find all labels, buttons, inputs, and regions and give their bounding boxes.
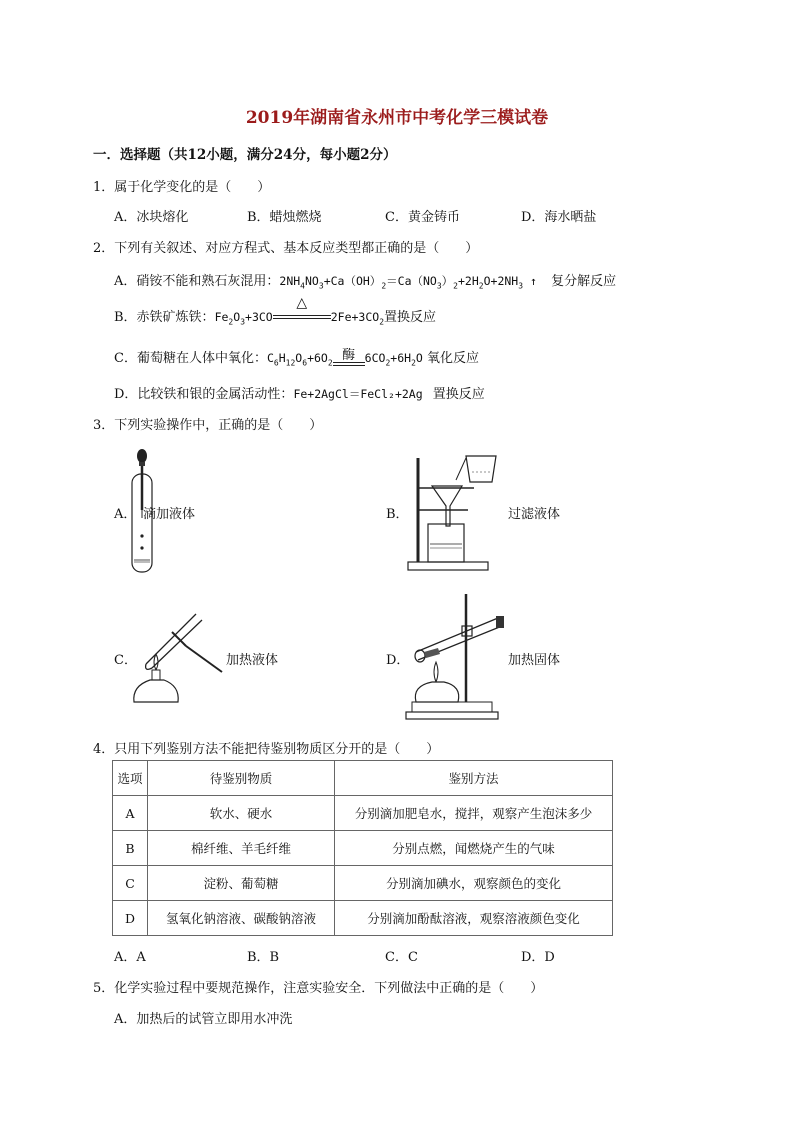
question-2-stem: 2．下列有关叙述、对应方程式、基本反应类型都正确的是（ ） [93,241,479,256]
row-method: 分别滴加碘水，观察颜色的变化 [335,866,613,901]
q4-option-a: A．A [114,950,146,965]
row-option: B [113,831,148,866]
row-substance: 淀粉、葡萄糖 [148,866,335,901]
heating-solid-figure [402,590,506,722]
q3-b-letter: B． [386,507,409,522]
q3-a-letter: A． [114,507,137,522]
identification-table [112,760,613,936]
q2-a-type: 复分解反应 [551,274,617,289]
q2-c-type: 氧化反应 [426,351,479,366]
q2-b-left: $Fe_2O_3+3CO$ [214,310,273,327]
q2-a-equation: $2NH_4NO_3+Ca(OH)_2=Ca(NO_3)_2+2H_2O+2NH_3$ ↑ [279,274,537,291]
table-row [113,866,613,901]
q3-b-label: 过滤液体 [508,507,561,522]
question-5-stem: 5．化学实验过程中要规范操作，注意实验安全．下列做法中正确的是（ ） [93,981,544,996]
section-heading: 一．选择题（共12小题，满分24分，每小题2分） [93,147,397,163]
question-1-stem: 1．属于化学变化的是（ ） [93,180,271,195]
table-row [113,796,613,831]
question-3-stem: 3．下列实验操作中，正确的是（ ） [93,418,323,433]
row-substance: 软水、硬水 [148,796,335,831]
q1-option-a: A．冰块熔化 [114,210,189,225]
q2-option-c [114,347,479,367]
q2-b-right: $2Fe+3CO_2$ [330,310,385,327]
q2-c-condition [333,347,365,366]
q2-d-equation: Fe+2AgCl＝FeCl₂+2Ag [293,387,423,401]
row-substance: 氢氧化钠溶液、碳酸钠溶液 [148,901,335,936]
table-row [113,901,613,936]
q2-c-left: $C_6H_{12}O_6+6O_2$ [266,351,333,368]
header-method: 鉴别方法 [335,761,613,796]
row-option: A [113,796,148,831]
q1-option-c: C．黄金铸币 [385,210,460,225]
q1-option-b: B．蜡烛燃烧 [247,210,322,225]
q4-option-b: B．B [247,950,280,965]
q5-option-a: A．加热后的试管立即用水冲洗 [114,1012,293,1027]
table-row [113,831,613,866]
heating-liquid-figure [126,606,226,706]
q2-a-text: A．硝铵不能和熟石灰混用： [114,274,280,289]
q2-option-b [114,294,437,327]
enzyme-symbol: 酶 [342,347,356,363]
q3-a-label: 滴加液体 [143,507,196,522]
row-option: D [113,901,148,936]
question-4-stem: 4．只用下列鉴别方法不能把待鉴别物质区分开的是（ ） [93,742,440,757]
q3-d-label: 加热固体 [508,653,561,668]
q3-c-letter: C． [114,653,137,668]
q3-d-letter: D． [386,653,410,668]
q2-b-condition [273,294,331,325]
q2-d-type: 置换反应 [432,387,485,402]
q2-b-type: 置换反应 [384,310,437,325]
q2-c-right: $6CO_2+6H_2O$ [364,351,423,368]
q2-c-text: C．葡萄糖在人体中氧化： [114,351,267,366]
table-header-row [113,761,613,796]
heat-symbol: △ [296,294,308,311]
header-option: 选项 [113,761,148,796]
q1-option-d: D．海水晒盐 [521,210,597,225]
row-option: C [113,866,148,901]
row-substance: 棉纤维、羊毛纤维 [148,831,335,866]
q3-c-label: 加热液体 [226,653,279,668]
q2-d-text: D．比较铁和银的金属活动性： [114,387,294,402]
q2-option-d [114,383,485,402]
row-method: 分别滴加肥皂水，搅拌，观察产生泡沫多少 [335,796,613,831]
row-method: 分别点燃，闻燃烧产生的气味 [335,831,613,866]
q4-option-c: C．C [385,950,418,965]
q2-option-a [114,270,616,290]
q2-b-text: B．赤铁矿炼铁： [114,310,215,325]
q4-option-d: D．D [521,950,555,965]
header-substance: 待鉴别物质 [148,761,335,796]
filtration-figure [404,444,504,574]
page-title: 2019年湖南省永州市中考化学三模试卷 [245,108,549,128]
row-method: 分别滴加酚酞溶液，观察溶液颜色变化 [335,901,613,936]
